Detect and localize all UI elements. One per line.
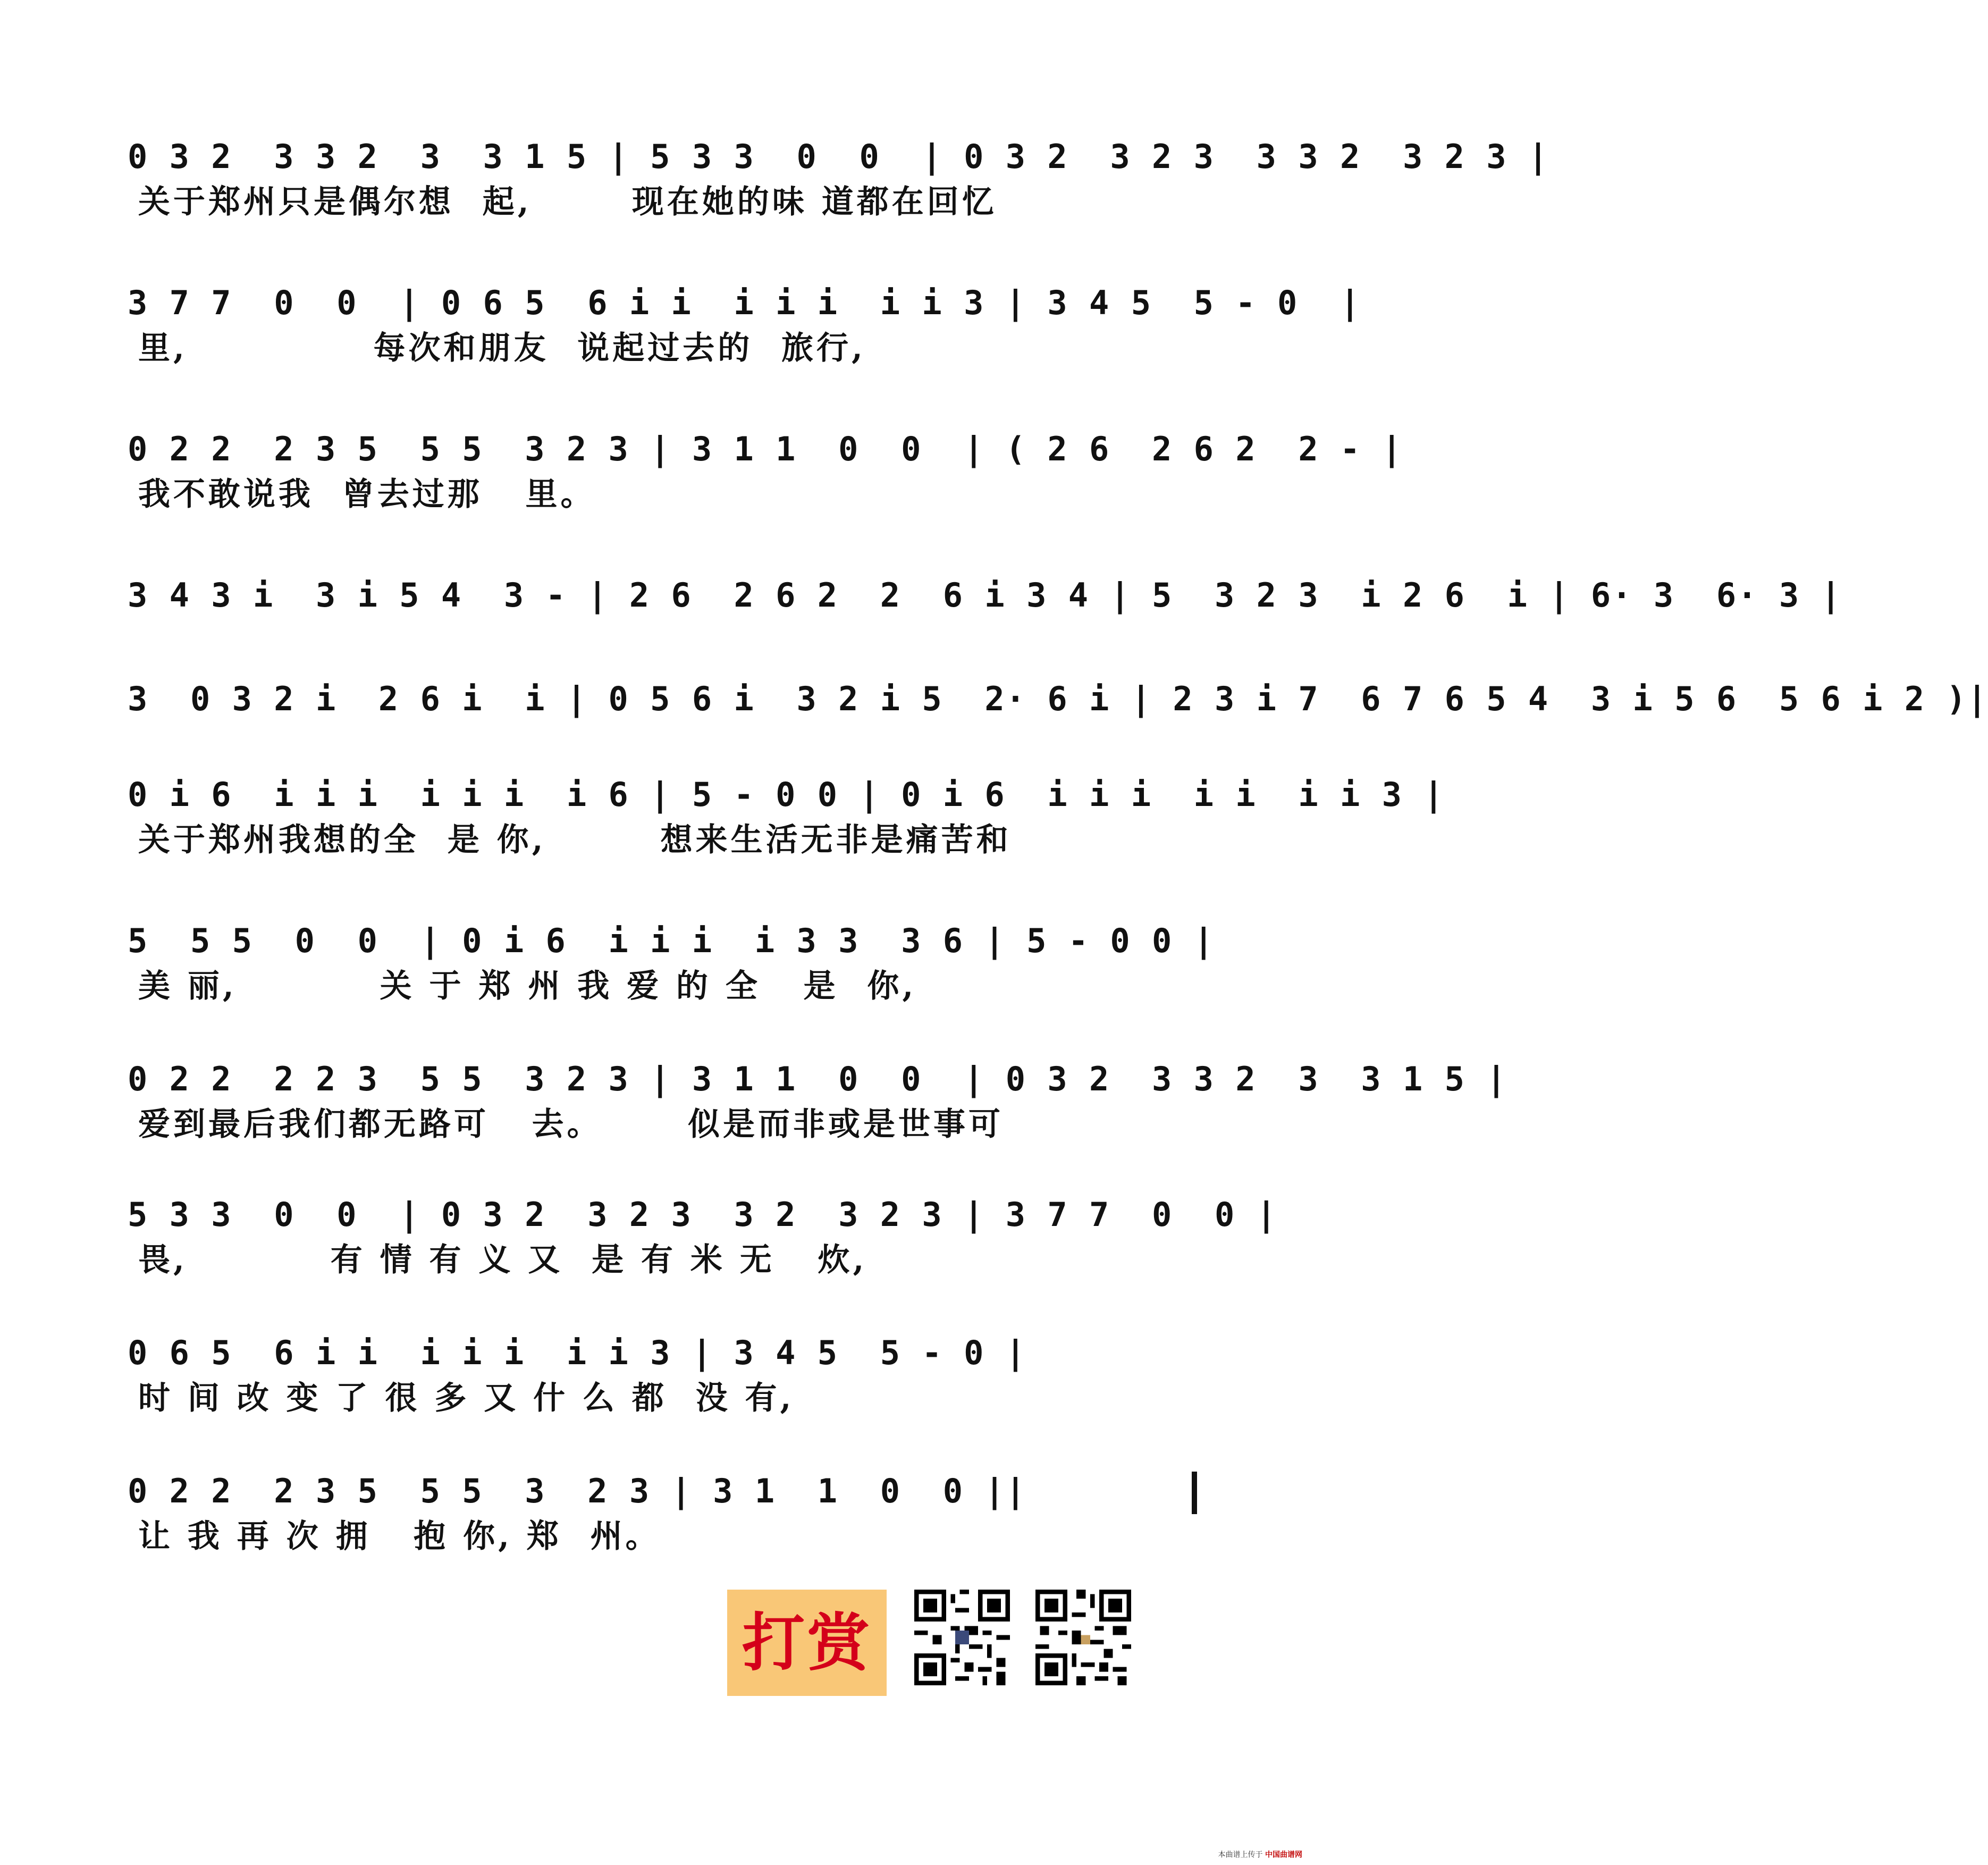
score-system-11 [128,1462,1201,1568]
score-system-7 [128,912,1215,1018]
lyric-line: 关于郑州只是偶尔想 起, 现在她的味 道都在回忆 [138,183,997,221]
lyric-line: 让 我 再 次 拥 抱 你, 郑 州。 [138,1518,661,1555]
final-barline [1192,1472,1197,1514]
notation-line: 0 2 2 2 3 5 5 5 3 2 3 | 3 1 1 0 0 || [128,1472,1027,1510]
lyric-line: 畏, 有 情 有 义 又 是 有 米 无 炊, [138,1241,867,1279]
score-system-6 [128,766,1445,872]
lyric-line: 爱到最后我们都无路可 去。 似是而非或是世事可 [138,1106,1004,1143]
lyric-line: 时 间 改 变 了 很 多 又 什 么 都 没 有, [138,1380,795,1417]
notation-line: 5 5 5 0 0 | 0 i 6 i i i i 3 3 3 6 | 5 - 0 0 | [128,921,1215,960]
qr-code-icon[interactable] [1035,1590,1131,1685]
notation-line: 0 2 2 2 2 3 5 5 3 2 3 | 3 1 1 0 0 | 0 3 2 3 3 2 3 3 1 5 | [128,1060,1507,1098]
notation-line: 0 2 2 2 3 5 5 5 3 2 3 | 3 1 1 0 0 | ( 2 6 2 6 2 2 - | [128,430,1403,468]
notation-line: 5 3 3 0 0 | 0 3 2 3 2 3 3 2 3 2 3 | 3 7 7 0 0 | [128,1195,1277,1234]
lyric-line: 美 丽, 关 于 郑 州 我 爱 的 全 是 你, [138,968,917,1005]
notation-line: 0 6 5 6 i i i i i i i 3 | 3 4 5 5 - 0 | [128,1333,1027,1372]
score-system-9 [128,1186,1277,1292]
notation-line: 3 4 3 i 3 i 5 4 3 - | 2 6 2 6 2 2 6 i 3 4 | 5 3 2 3 i 2 6 i | 6· 3 6· 3 | [128,576,1842,615]
lyric-line: 里, 每次和朋友 说起过去的 旅行, [138,330,866,367]
score-system-10 [128,1324,1201,1430]
score-system-2 [128,274,1361,380]
lyric-line: 关于郑州我想的全 是 你, 想来生活无非是痛苦和 [138,821,1012,859]
score-system-5 [128,670,1988,776]
score-system-3 [128,420,1403,526]
lyric-line: 我不敢说我 曾去过那 里。 [138,476,596,513]
reward-button[interactable] [727,1590,887,1696]
notation-line: 3 7 7 0 0 | 0 6 5 6 i i i i i i i 3 | 3 4 5 5 - 0 | [128,283,1361,322]
reward-label: 打赏 [742,1606,872,1679]
footer-brand[interactable]: 中国曲谱网 [1265,1851,1302,1859]
notation-line: 0 i 6 i i i i i i i 6 | 5 - 0 0 | 0 i 6 i i i i i i i 3 | [128,775,1445,814]
notation-line: 3 0 3 2 i 2 6 i i | 0 5 6 i 3 2 i 5 2· 6 i | 2 3 i 7 6 7 6 5 4 3 i 5 6 5 6 i 2 )| [128,679,1988,718]
qr-code-icon[interactable] [914,1590,1010,1685]
score-system-4 [128,566,1842,673]
notation-line: 0 3 2 3 3 2 3 3 1 5 | 5 3 3 0 0 | 0 3 2 3 2 3 3 3 2 3 2 3 | [128,137,1549,176]
score-system-8 [128,1050,1507,1156]
footer-credit [1218,1849,1302,1860]
footer-text: 本曲谱上传于 [1218,1851,1263,1859]
score-system-1 [128,128,1549,234]
